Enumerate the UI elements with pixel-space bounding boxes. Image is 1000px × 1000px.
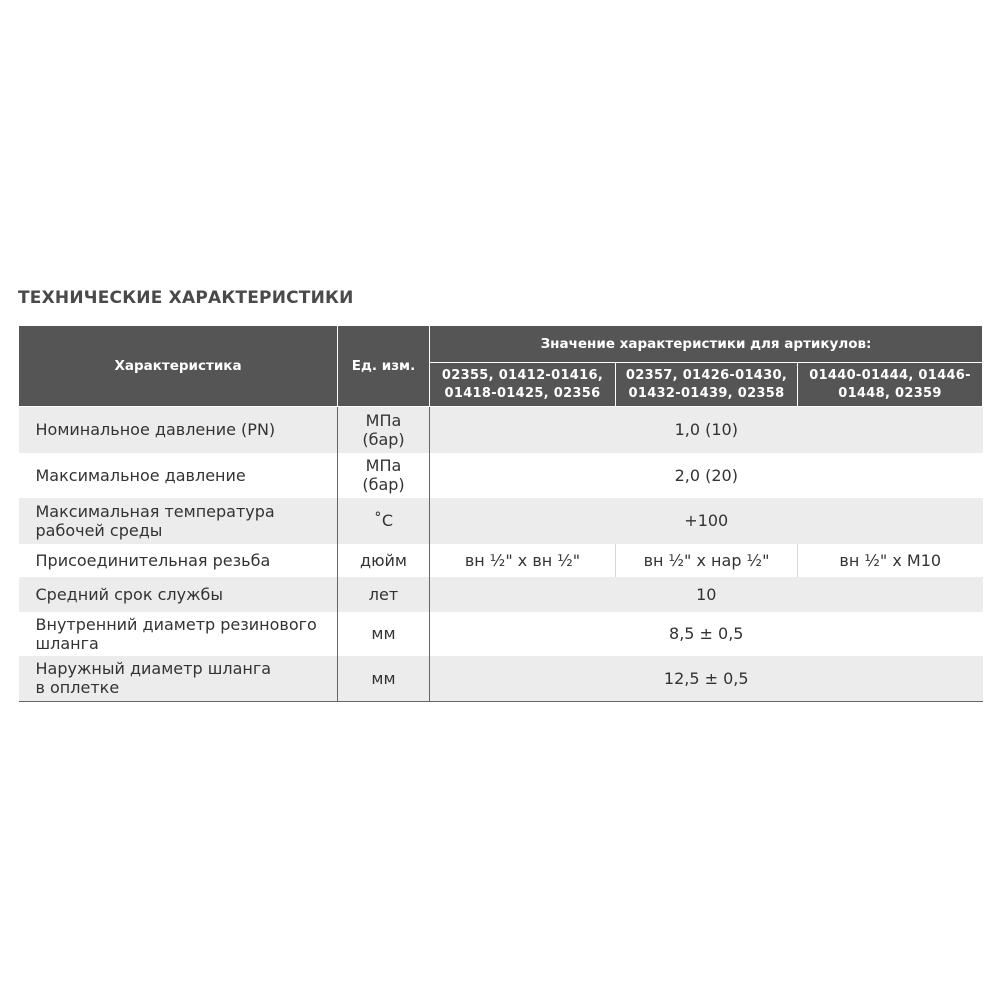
article-line: 01440-01444, 01446- [809, 367, 971, 383]
characteristic-name [19, 612, 338, 656]
name-line: Максимальное давление [35, 465, 246, 485]
unit-cell [338, 498, 430, 544]
unit-line: ˚С [373, 511, 394, 530]
name-line: Средний срок службы [35, 584, 223, 604]
value-cell: вн ½" х нар ½" [616, 544, 798, 577]
page-title: ТЕХНИЧЕСКИЕ ХАРАКТЕРИСТИКИ [18, 288, 354, 308]
spec-table [18, 325, 983, 702]
article-line: 01448, 02359 [838, 385, 942, 401]
characteristic-name [19, 453, 338, 498]
name-line: Присоединительная резьба [35, 550, 271, 570]
name-line: Номинальное давление (PN) [35, 420, 276, 440]
article-line: 01432-01439, 02358 [628, 385, 785, 401]
name-line: Максимальная температура [35, 501, 275, 521]
value-cell: 10 [430, 577, 983, 612]
header-row [19, 326, 983, 363]
header-values-title: Значение характеристики для артикулов: [430, 326, 983, 363]
unit-line: (бар) [362, 475, 405, 494]
table-row [19, 544, 983, 577]
article-line: 01418-01425, 02356 [444, 385, 601, 401]
unit-line: (бар) [362, 429, 405, 449]
unit-line: лет [368, 584, 399, 604]
value-cell: 1,0 (10) [430, 407, 983, 453]
article-line: 02355, 01412-01416, [441, 367, 604, 383]
unit-cell [338, 577, 430, 612]
value-cell: 12,5 ± 0,5 [430, 656, 983, 702]
unit-line: мм [371, 624, 396, 643]
value-cell: вн ½" х вн ½" [430, 544, 616, 577]
value-cell: 2,0 (20) [430, 453, 983, 498]
header-article-group-3 [798, 363, 983, 407]
unit-line: дюйм [360, 550, 407, 570]
name-line: в оплетке [35, 678, 120, 698]
name-line: Внутренний диаметр резинового [35, 614, 317, 634]
characteristic-name [19, 498, 338, 544]
table-row [19, 453, 983, 498]
unit-cell [338, 612, 430, 656]
header-article-group-1 [430, 363, 616, 407]
header-article-group-2 [616, 363, 798, 407]
table-row [19, 407, 983, 453]
unit-line: МПа [365, 456, 402, 475]
header-characteristic: Характеристика [19, 326, 338, 407]
characteristic-name [19, 407, 338, 453]
unit-cell [338, 453, 430, 498]
table-row [19, 612, 983, 656]
value-cell: +100 [430, 498, 983, 544]
value-cell: вн ½" х М10 [798, 544, 983, 577]
name-line: Наружный диаметр шланга [35, 659, 272, 679]
unit-line: мм [371, 668, 396, 688]
article-line: 02357, 01426-01430, [625, 367, 788, 383]
unit-cell [338, 407, 430, 453]
characteristic-name [19, 656, 338, 702]
table-row [19, 498, 983, 544]
characteristic-name [19, 544, 338, 577]
unit-cell [338, 656, 430, 702]
name-line: рабочей среды [35, 520, 163, 540]
value-cell: 8,5 ± 0,5 [430, 612, 983, 656]
unit-line: МПа [365, 410, 402, 430]
characteristic-name [19, 577, 338, 612]
unit-cell [338, 544, 430, 577]
header-unit: Ед. изм. [338, 326, 430, 407]
name-line: шланга [35, 633, 99, 653]
table-row [19, 656, 983, 702]
table-row [19, 577, 983, 612]
